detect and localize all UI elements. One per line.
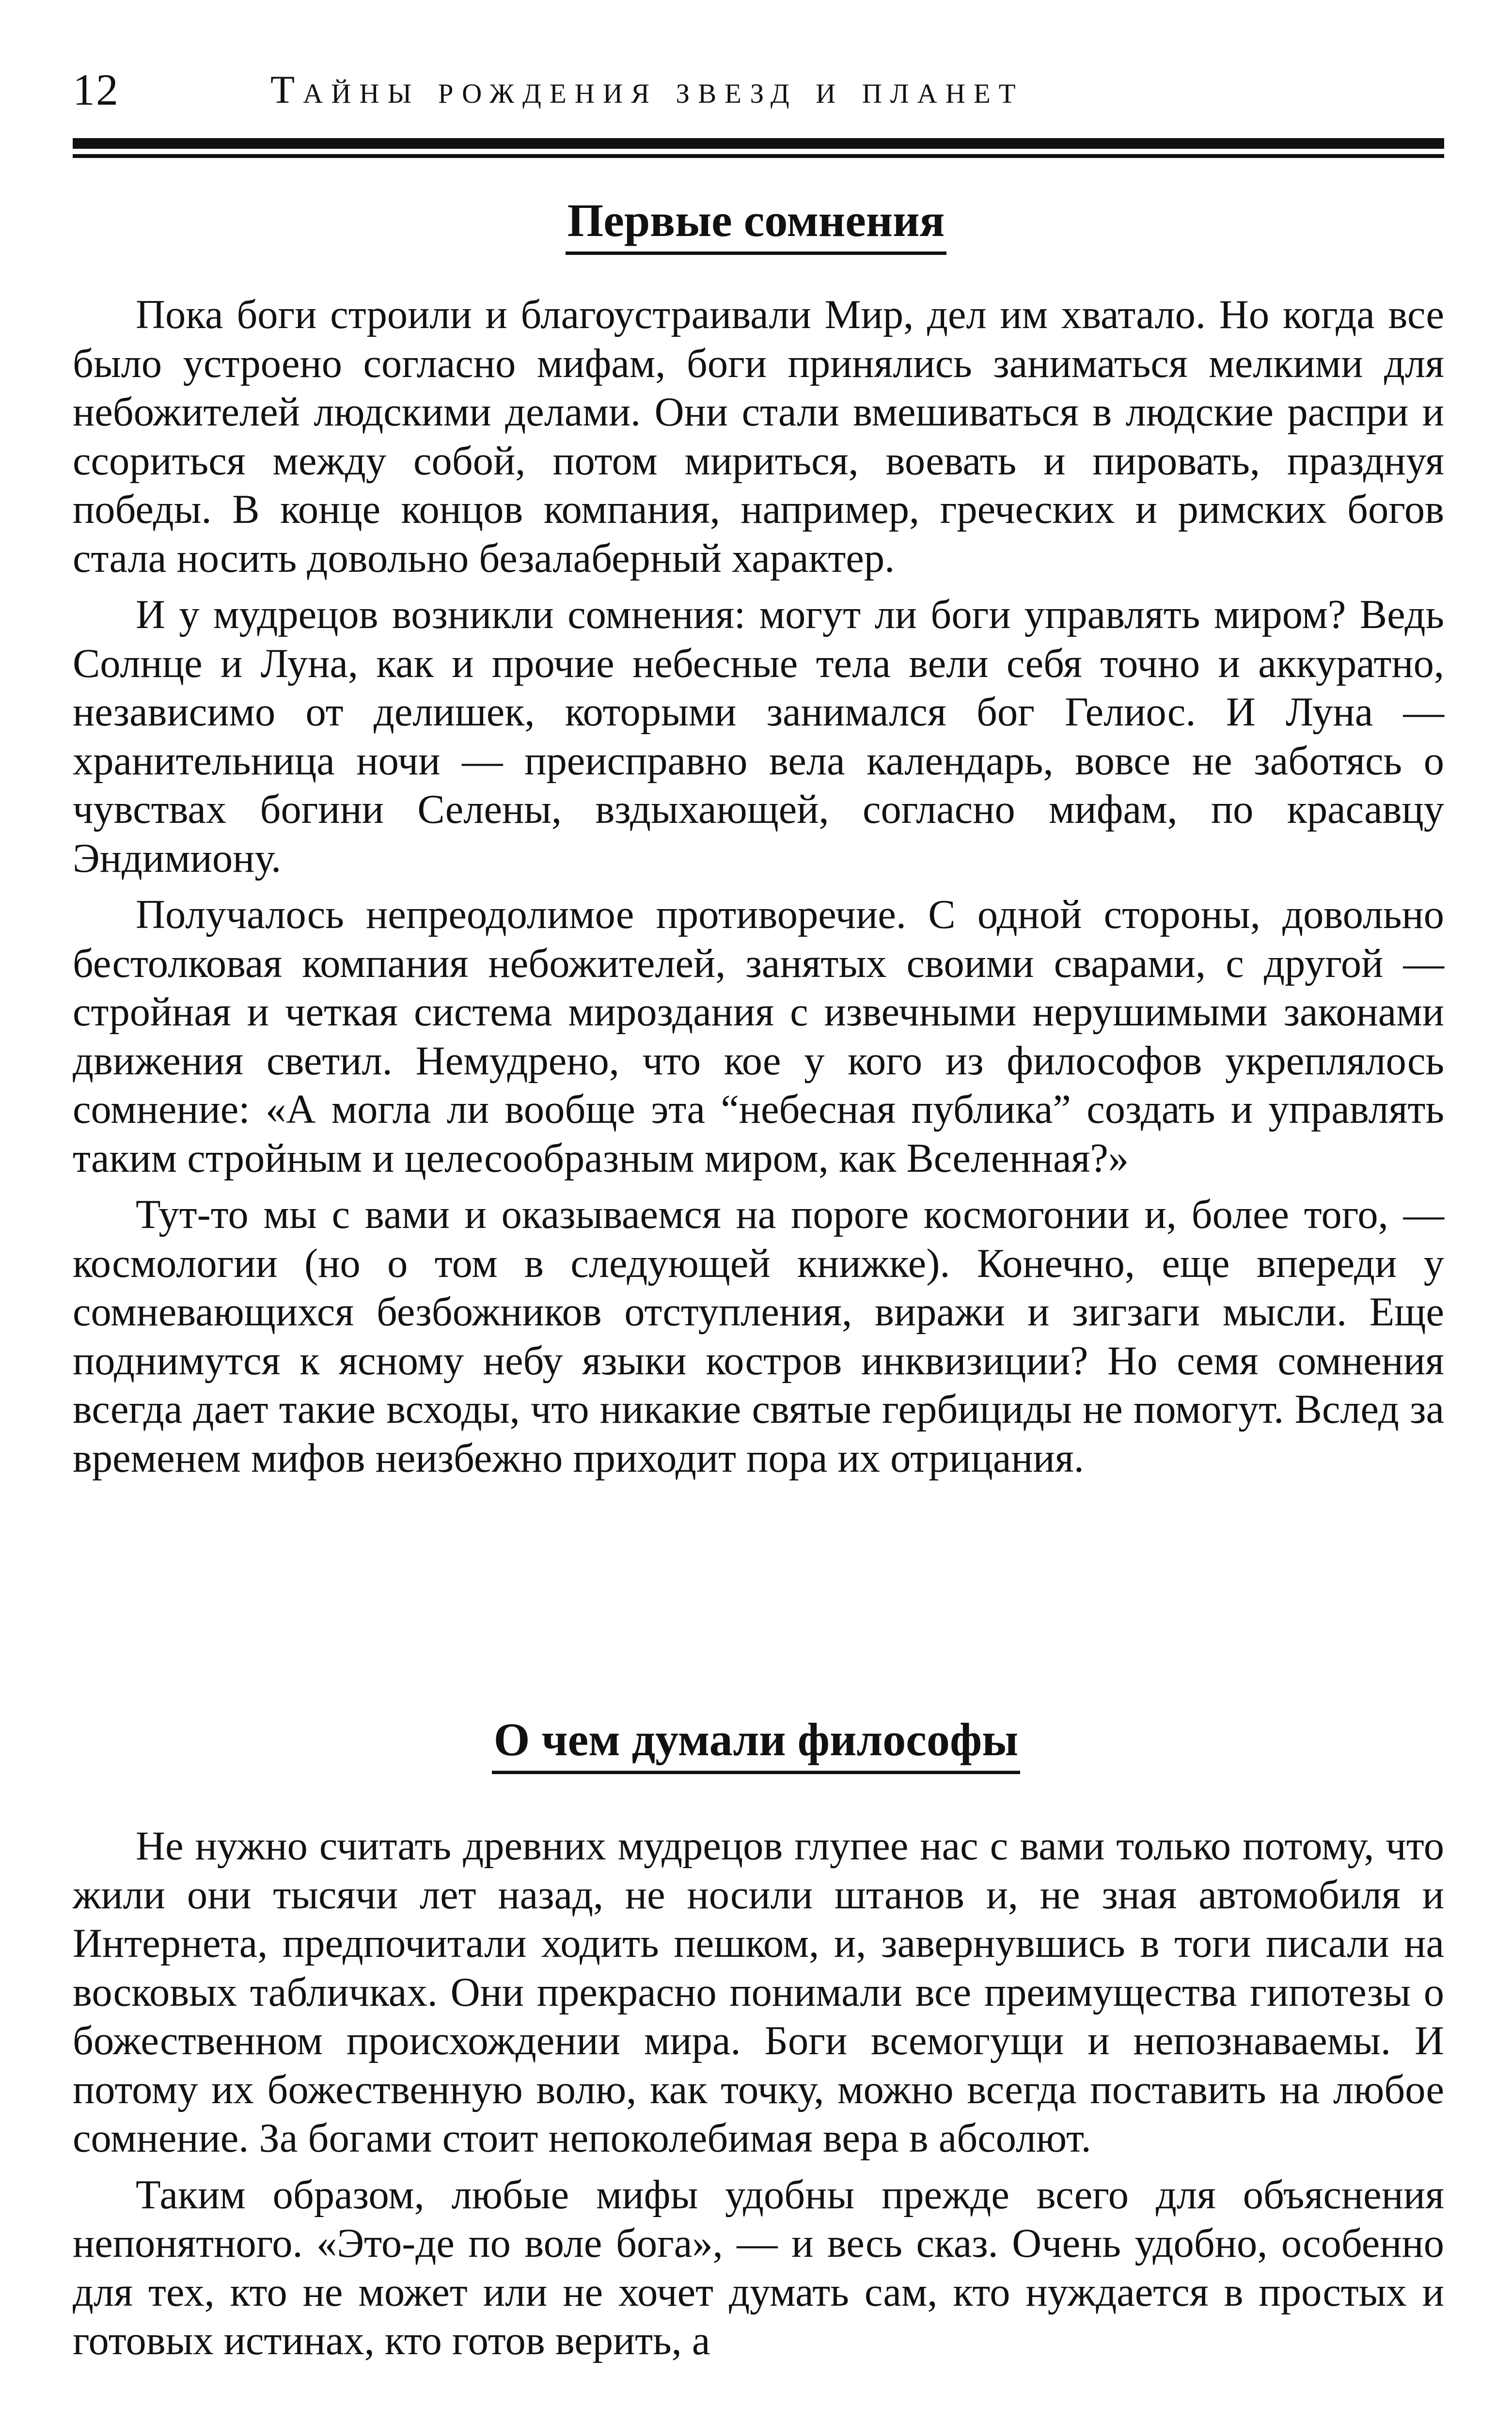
paragraph: Тут-то мы с вами и оказываемся на пороге космогонии и, более того, — космологии (но о том в следующей книжке). Конечно, еще впереди у сомневающихся безбожников отступления, виражи и зигзаги мысли. Еще поднимутся к ясному небу языки костров инквизиции? Но семя сомнения всегда дает такие всходы, что никакие святые гербициды не помогут. Вслед за временем мифов неизбежно приходит пора их отрицания.	[73, 1192, 1444, 1481]
section-body-first-doubts	[73, 291, 1444, 1491]
header-rule-thick	[73, 138, 1444, 149]
section-heading-first-doubts	[0, 191, 1512, 255]
page-number: 12	[73, 65, 119, 114]
book-title: Тайны рождения звезд и планет	[270, 67, 1024, 111]
paragraph: Не нужно считать древних мудрецов глупее нас с вами только потому, что жили они тысячи лет назад, не носили штанов и, не зная автомобиля и Интернета, предпочитали ходить пешком, и, завернувшись в тоги писали на восковых табличках. Они прекрасно понимали все преимущества гипотезы о божественном происхождении мира. Боги всемогущи и непознаваемы. И потому их божественную волю, как точку, можно всегда поставить на любое сомнение. За богами стоит непоколебимая вера в абсолют.	[73, 1824, 1444, 2161]
section-heading-philosophers	[0, 1711, 1512, 1774]
section-heading-text: О чем думали философы	[492, 1711, 1020, 1774]
section-heading-text: Первые сомнения	[566, 191, 947, 255]
section-body-philosophers	[73, 1822, 1444, 2374]
paragraph: Получалось непреодолимое противоречие. С одной стороны, довольно бестолковая компания небожителей, занятых своими сварами, с другой — стройная и четкая система мироздания с извечными нерушимыми законами движения светил. Немудрено, что кое у кого из философов укреплялось сомнение: «А могла ли вообще эта “небесная публика” создать и управлять таким стройным и целесообразным миром, как Вселенная?»	[73, 892, 1444, 1181]
header-rule-thin	[73, 154, 1444, 158]
running-head	[73, 58, 1444, 121]
paragraph: Таким образом, любые мифы удобны прежде всего для объяснения непонятного. «Это-де по воле бога», — и весь сказ. Очень удобно, особенно для тех, кто не может или не хочет думать сам, кто нуждается в простых и готовых истинах, кто готов верить, а	[73, 2172, 1444, 2363]
paragraph: Пока боги строили и благоустраивали Мир, дел им хватало. Но когда все было устроено согласно мифам, боги принялись заниматься мелкими для небожителей людскими делами. Они стали вмешиваться в людские распри и ссориться между собой, потом мириться, воевать и пировать, празднуя победы. В конце концов компания, например, греческих и римских богов стала носить довольно безалаберный характер.	[73, 292, 1444, 581]
paragraph: И у мудрецов возникли сомнения: могут ли боги управлять миром? Ведь Солнце и Луна, как и прочие небесные тела вели себя точно и аккуратно, независимо от делишек, которыми занимался бог Гелиос. И Луна — хранительница ночи — преисправно вела календарь, вовсе не заботясь о чувствах богини Селены, вздыхающей, согласно мифам, по красавцу Эндимиону.	[73, 592, 1444, 881]
